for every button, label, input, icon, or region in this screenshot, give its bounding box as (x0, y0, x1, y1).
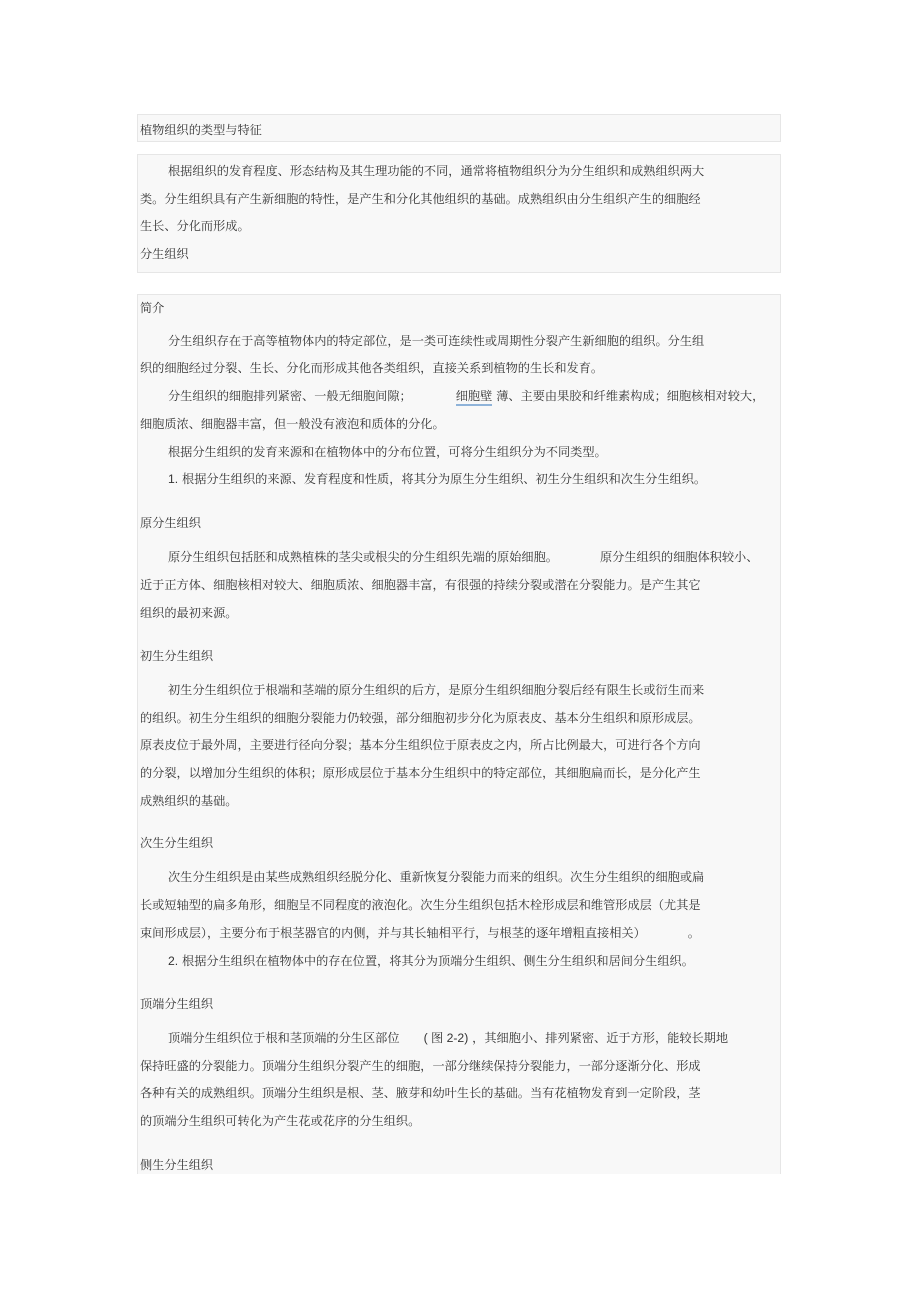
heading-intro: 简介 (140, 301, 165, 315)
heading-primary-meristem: 初生分生组织 (140, 649, 214, 663)
intro-line-1: 根据组织的发育程度、形态结构及其生理功能的不同，通常将植物组织分为分生组织和成熟组织两大 (168, 164, 705, 178)
para-line: 根据分生组织的发育来源和在植物体中的分布位置，可将分生组织分为不同类型。 (168, 445, 607, 459)
list-text: 根据分生组织的来源、发育程度和性质，将其分为原生分生组织、初生分生组织和次生分生组织。 (182, 472, 707, 486)
text-segment: ，其细胞小、排列紧密、近于方形，能较长期地 (472, 1031, 729, 1045)
intro-box (137, 154, 781, 273)
para-line: 原表皮位于最外周，主要进行径向分裂；基本分生组织位于原表皮之内，所占比例最大，可进行各个方向 (140, 738, 701, 752)
para-line (140, 925, 700, 941)
para-line (168, 549, 758, 565)
heading-promeristem: 原分生组织 (140, 516, 201, 530)
list-item-1 (168, 471, 706, 487)
para-line: 保持旺盛的分裂能力。顶端分生组织分裂产生的细胞，一部分继续保持分裂能力，一部分逐渐分化、形成 (140, 1059, 701, 1073)
para-line: 成熟组织的基础。 (140, 794, 238, 808)
list-item-2 (168, 953, 694, 969)
para-line: 长或短轴型的扁多角形，细胞呈不同程度的液泡化。次生分生组织包括木栓形成层和维管形成层（尤其是 (140, 898, 701, 912)
heading-apical-meristem: 顶端分生组织 (140, 997, 214, 1011)
text-segment: 顶端分生组织位于根和茎顶端的分生区部位 (168, 1031, 400, 1045)
para-line (168, 1030, 728, 1046)
text-segment: 束间形成层），主要分布于根茎器官的内侧，并与其长轴相平行，与根茎的逐年增粗直接相关） (140, 926, 646, 940)
main-content-box (137, 294, 781, 1174)
para-line: 的分裂，以增加分生组织的体积；原形成层位于基本分生组织中的特定部位，其细胞扁而长，是分化产生 (140, 766, 701, 780)
text-segment: 分生组织的细胞排列紧密、一般无细胞间隙； (168, 389, 412, 403)
list-number: 1. (168, 472, 179, 486)
para-line: 分生组织存在于高等植物体内的特定部位，是一类可连续性或周期性分裂产生新细胞的组织。分生组 (168, 334, 705, 348)
para-line: 近于正方体、细胞核相对较大、细胞质浓、细胞器丰富，有很强的持续分裂或潜在分裂能力。是产生其它 (140, 578, 701, 592)
subheading-meristem: 分生组织 (140, 247, 189, 261)
intro-line-3: 生长、分化而形成。 (140, 219, 250, 233)
cell-wall-link[interactable]: 细胞壁 (456, 389, 493, 406)
para-line: 细胞质浓、细胞器丰富，但一般没有液泡和质体的分化。 (140, 417, 445, 431)
para-line: 各种有关的成熟组织。顶端分生组织是根、茎、腋芽和幼叶生长的基础。当有花植物发育到一定阶段，茎 (140, 1086, 701, 1100)
list-text: 根据分生组织在植物体中的存在位置，将其分为顶端分生组织、侧生分生组织和居间分生组织。 (182, 954, 694, 968)
heading-lateral-meristem: 侧生分生组织 (140, 1158, 214, 1172)
heading-secondary-meristem: 次生分生组织 (140, 836, 214, 850)
intro-line-2: 类。分生组织具有产生新细胞的特性，是产生和分化其他组织的基础。成熟组织由分生组织产生的细胞经 (140, 192, 701, 206)
para-line: 的顶端分生组织可转化为产生花或花序的分生组织。 (140, 1114, 421, 1128)
list-number: 2. (168, 954, 179, 968)
para-line: 初生分生组织位于根端和茎端的原分生组织的后方，是原分生组织细胞分裂后经有限生长或衍生而来 (168, 683, 705, 697)
para-line: 次生分生组织是由某些成熟组织经脱分化、重新恢复分裂能力而来的组织。次生分生组织的细胞或扁 (168, 870, 705, 884)
para-line (168, 388, 764, 404)
text-segment: 。 (687, 926, 700, 940)
document-title: 植物组织的类型与特征 (140, 123, 262, 137)
text-segment: 薄、主要由果胶和纤维素构成；细胞核相对较大， (496, 389, 765, 403)
text-segment: 原分生组织包括胚和成熟植株的茎尖或根尖的分生组织先端的原始细胞。 (168, 550, 558, 564)
para-line: 织的细胞经过分裂、生长、分化而形成其他各类组织，直接关系到植物的生长和发育。 (140, 361, 604, 375)
figure-reference: ( 图 2-2) (423, 1031, 469, 1045)
text-segment: 原分生组织的细胞体积较小、 (600, 550, 759, 564)
title-box (137, 114, 781, 142)
para-line: 组织的最初来源。 (140, 606, 238, 620)
para-line: 的组织。初生分生组织的细胞分裂能力仍较强，部分细胞初步分化为原表皮、基本分生组织和原形成层。 (140, 711, 701, 725)
